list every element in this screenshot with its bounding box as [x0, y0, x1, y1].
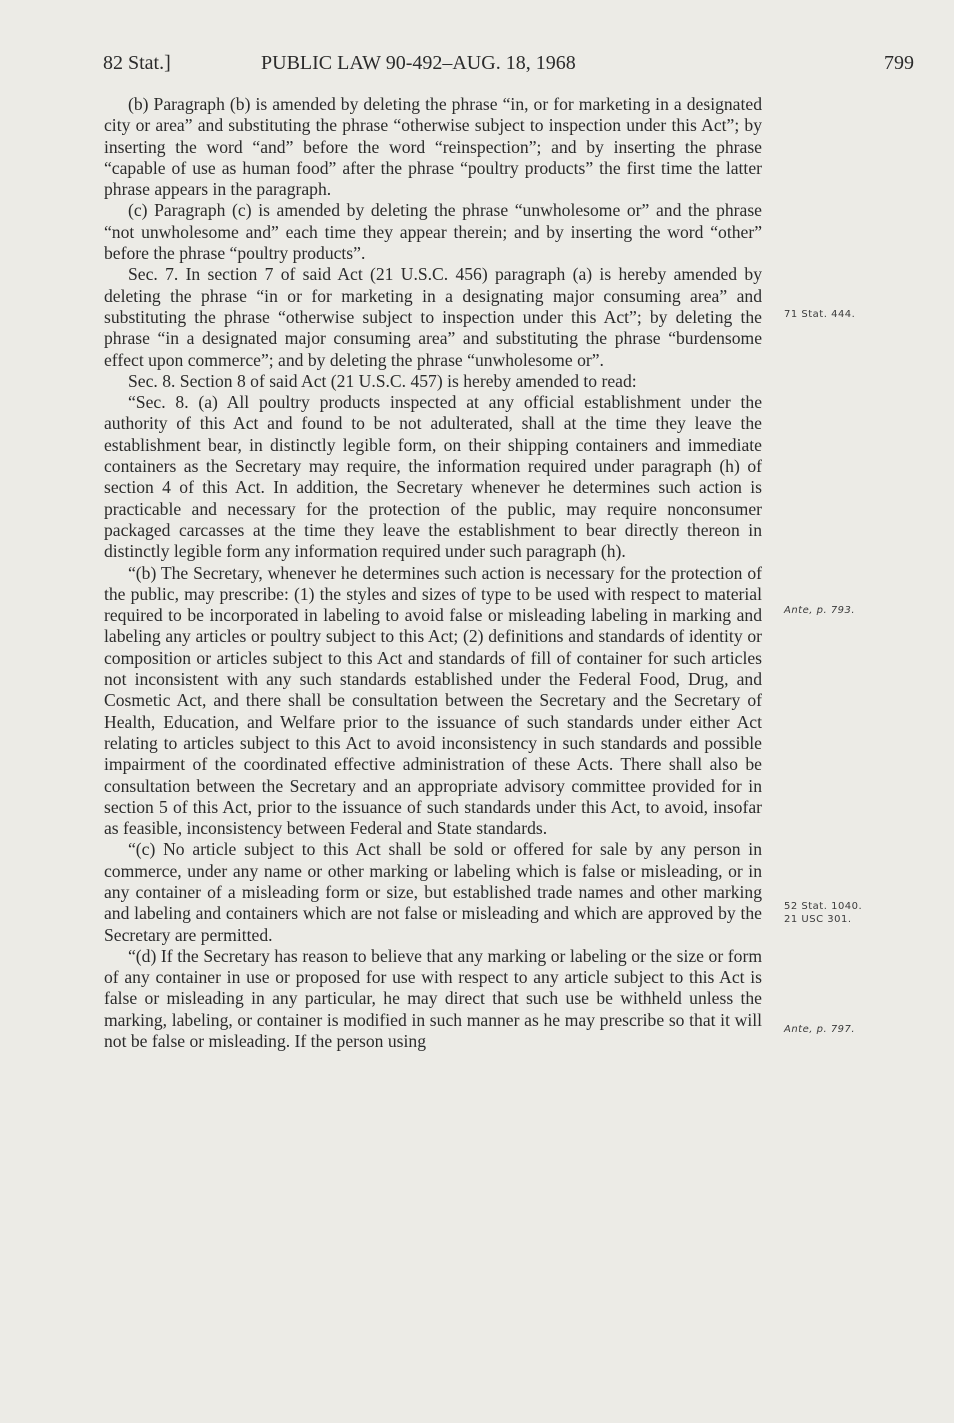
- section-7: Sec. 7. In section 7 of said Act (21 U.S.C. 456) paragraph (a) is hereby amended by deleting the phrase “in or for marketing in a designating major consuming area” and substituting the phrase “otherwise subject to inspection under this Act”; by deleting the phrase “in a designated major consuming area” and substituting the phrase “burdensome effect upon commerce”; and by deleting the phrase “unwholesome or”.: [104, 264, 762, 370]
- page-number: 799: [884, 52, 914, 74]
- page-header: [0, 52, 954, 82]
- margin-note-71-stat-444: 71 Stat. 444.: [784, 309, 856, 320]
- section-8-b: “(b) The Secretary, whenever he determines such action is necessary for the protection of the public, may prescribe: (1) the styles and sizes of type to be used with respect to material required to be incorporated in labeling to avoid false or misleading labeling in marking and labeling any articles or poultry subject to this Act; (2) definitions and standards of identity or composition or articles subject to this Act and standards of fill of container for such articles not inconsistent with any such standards established under the Federal Food, Drug, and Cosmetic Act, and there shall be consultation between the Secretary and the Secretary of Health, Education, and Welfare prior to the issuance of such standards under either Act relating to articles subject to this Act to avoid inconsistency in such standards and possible impairment of the coordinated effective administration of these Acts. There shall also be consultation between the Secretary and an appropriate advisory committee provided for in section 5 of this Act, prior to the issuance of such standards under this Act, to avoid, insofar as feasible, inconsistency between Federal and State standards.: [104, 562, 762, 839]
- paragraph-b: (b) Paragraph (b) is amended by deleting the phrase “in, or for marketing in a designated city or area” and substituting the phrase “otherwise subject to inspection under this Act”; by inserting the word “and” before the word “reinspection”; and by inserting the phrase “capable of use as human food” after the phrase “poultry products” the first time the latter phrase appears in the paragraph.: [104, 94, 762, 200]
- section-8-c: “(c) No article subject to this Act shall be sold or offered for sale by any person in commerce, under any name or other marking or labeling which is false or misleading, or in any container of a misleading form or size, but established trade names and other marking and labeling and containers which are not false or misleading and which are approved by the Secretary are permitted.: [104, 839, 762, 945]
- margin-note-ante-793: Ante, p. 793.: [784, 605, 856, 616]
- margin-note-52-stat-1040: 52 Stat. 1040. 21 USC 301.: [784, 901, 863, 925]
- statute-volume: 82 Stat.]: [103, 52, 171, 74]
- section-8-d: “(d) If the Secretary has reason to believe that any marking or labeling or the size or form of any container in use or proposed for use with respect to any article subject to this Act is false or misleading in any particular, he may direct that such use be withheld unless the marking, labeling, or container is modified in such manner as he may prescribe so that it will not be false or misleading. If the person using: [104, 945, 762, 1052]
- section-8-intro: Sec. 8. Section 8 of said Act (21 U.S.C. 457) is hereby amended to read:: [128, 370, 637, 391]
- section-8-a: “Sec. 8. (a) All poultry products inspected at any official establishment under the authority of this Act and found to be not adulterated, shall at the time they leave the establishment bear, in distinctly legible form, on their shipping containers and immediate containers as the Secretary may require, the information required under paragraph (h) of section 4 of this Act. In addition, the Secretary whenever he determines such action is practicable and necessary for the protection of the public, may require nonconsumer packaged carcasses at the time they leave the establishment to bear directly thereon in distinctly legible form any information required under such paragraph (h).: [104, 392, 762, 562]
- margin-note-ante-797: Ante, p. 797.: [784, 1024, 856, 1035]
- page-body: [104, 94, 762, 1052]
- paragraph-c: (c) Paragraph (c) is amended by deleting the phrase “unwholesome or” and the phrase “not unwholesome and” each time they appear therein; and by inserting the word “other” before the phrase “poultry products”.: [104, 200, 762, 264]
- running-title: PUBLIC LAW 90-492–AUG. 18, 1968: [261, 52, 576, 74]
